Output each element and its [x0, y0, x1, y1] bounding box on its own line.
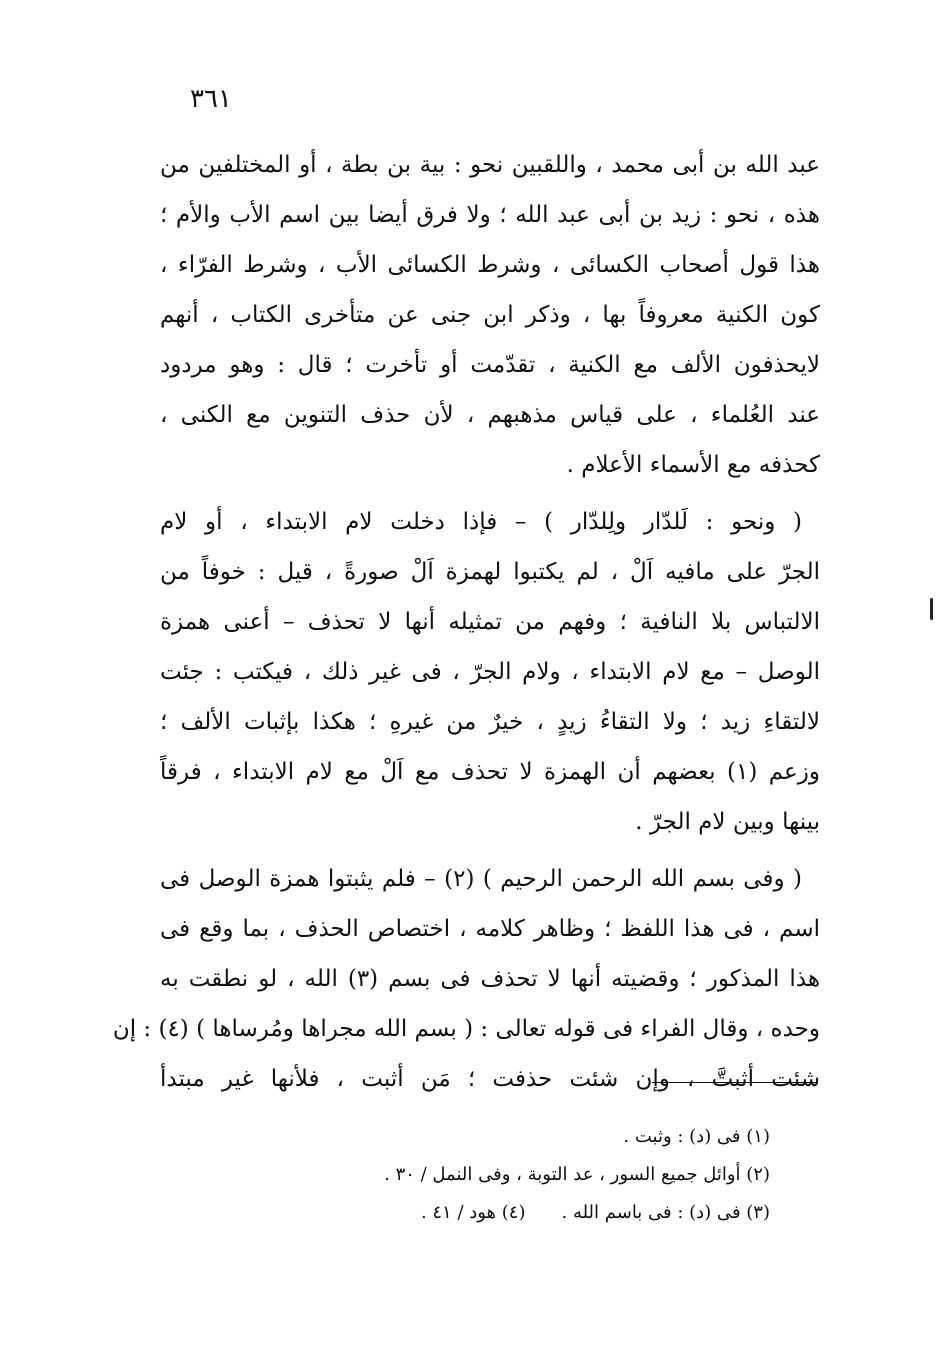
footnote-1: (١) فى (د) : وثبت .	[623, 1126, 770, 1147]
text-line: وزعم (١) بعضهم أن الهمزة لا تحذف مع اَلْ مع لام الابتداء ، فرقاً	[160, 759, 820, 785]
text-line: لالتقاءِ زيد ؛ ولا التقاءُ زيدٍ ، خيرٌ من غيرهِ ؛ هكذا بإثبات الألف ؛	[160, 709, 820, 735]
text-line: هذا المذكور ؛ وقضيته أنها لا تحذف فى بسم (٣) الله ، لو نطقت به	[160, 966, 821, 992]
footnote-3: (٣) فى (د) : فى باسم الله .	[561, 1202, 770, 1223]
text-line: الالتباس بلا النافية ؛ وفهم من تمثيله أنها لا تحذف – أعنى همزة	[160, 609, 820, 635]
text-line: الجرّ على مافيه اَلْ ، لم يكتبوا لهمزة اَلْ صورةً ، قيل : خوفاً من	[160, 559, 820, 585]
footnotes	[200, 1118, 770, 1232]
text-line: كون الكنية معروفاً بها ، وذكر ابن جنى عن متأخرى الكتاب ، أنهم	[160, 302, 820, 328]
footnote-3-4	[200, 1194, 770, 1232]
text-line: الوصل – مع لام الابتداء ، ولام الجرّ ، فى غير ذلك ، فيكتب : جئت	[160, 659, 820, 685]
paragraph-gap	[160, 847, 820, 854]
page-number: ٣٦١	[190, 84, 232, 114]
footnote-4: (٤) هود / ٤١ .	[420, 1202, 526, 1223]
text-line: هذه ، نحو : زيد بن أبى عبد الله ؛ ولا فرق أيضا بين اسم الأب والأم ؛	[160, 202, 820, 228]
text-line: هذا قول أصحاب الكسائى ، وشرط الكسائى الأب ، وشرط الفرّاء ،	[160, 252, 820, 278]
text-line: ( ونحو : لَلدّار ولِلدّار ) – فإذا دخلت لام الابتداء ، أو لام	[160, 509, 802, 535]
text-line: شئت أثبتَّ ، وإن شئت حذفت ؛ مَن أثبت ، فلأنها غير مبتدأ	[160, 1066, 820, 1092]
text-line: عند العُلماء ، على قياس مذهبهم ، لأن حذف التنوين مع الكنى ،	[160, 402, 820, 428]
text-line: اسم ، فى هذا اللفظ ؛ وظاهر كلامه ، اختصاص الحذف ، بما وقع فى	[160, 916, 820, 942]
footnote-2: (٢) أوائل جميع السور ، عد التوبة ، وفى النمل / ٣٠ .	[384, 1164, 770, 1185]
footnote-divider	[652, 1082, 817, 1083]
text-line: ( وفى بسم الله الرحمن الرحيم ) (٢) – فلم يثبتوا همزة الوصل فى	[160, 866, 802, 892]
paragraph-gap	[160, 490, 820, 497]
text-line: عبد الله بن أبى محمد ، واللقبين نحو : بية بن بطة ، أو المختلفين من	[160, 152, 820, 178]
text-line: وحده ، وقال الفراء فى قوله تعالى : ( بسم الله مجراها ومُرساها ) (٤) : إن	[112, 1016, 820, 1042]
text-line: كحذفه مع الأسماء الأعلام .	[566, 452, 820, 478]
text-line: بينها وبين لام الجرّ .	[635, 809, 820, 835]
main-text	[112, 140, 821, 1104]
text-line: لايحذفون الألف مع الكنية ، تقدّمت أو تأخرت ؛ قال : وهو مردود	[160, 352, 820, 378]
page-edge-mark	[930, 598, 933, 620]
